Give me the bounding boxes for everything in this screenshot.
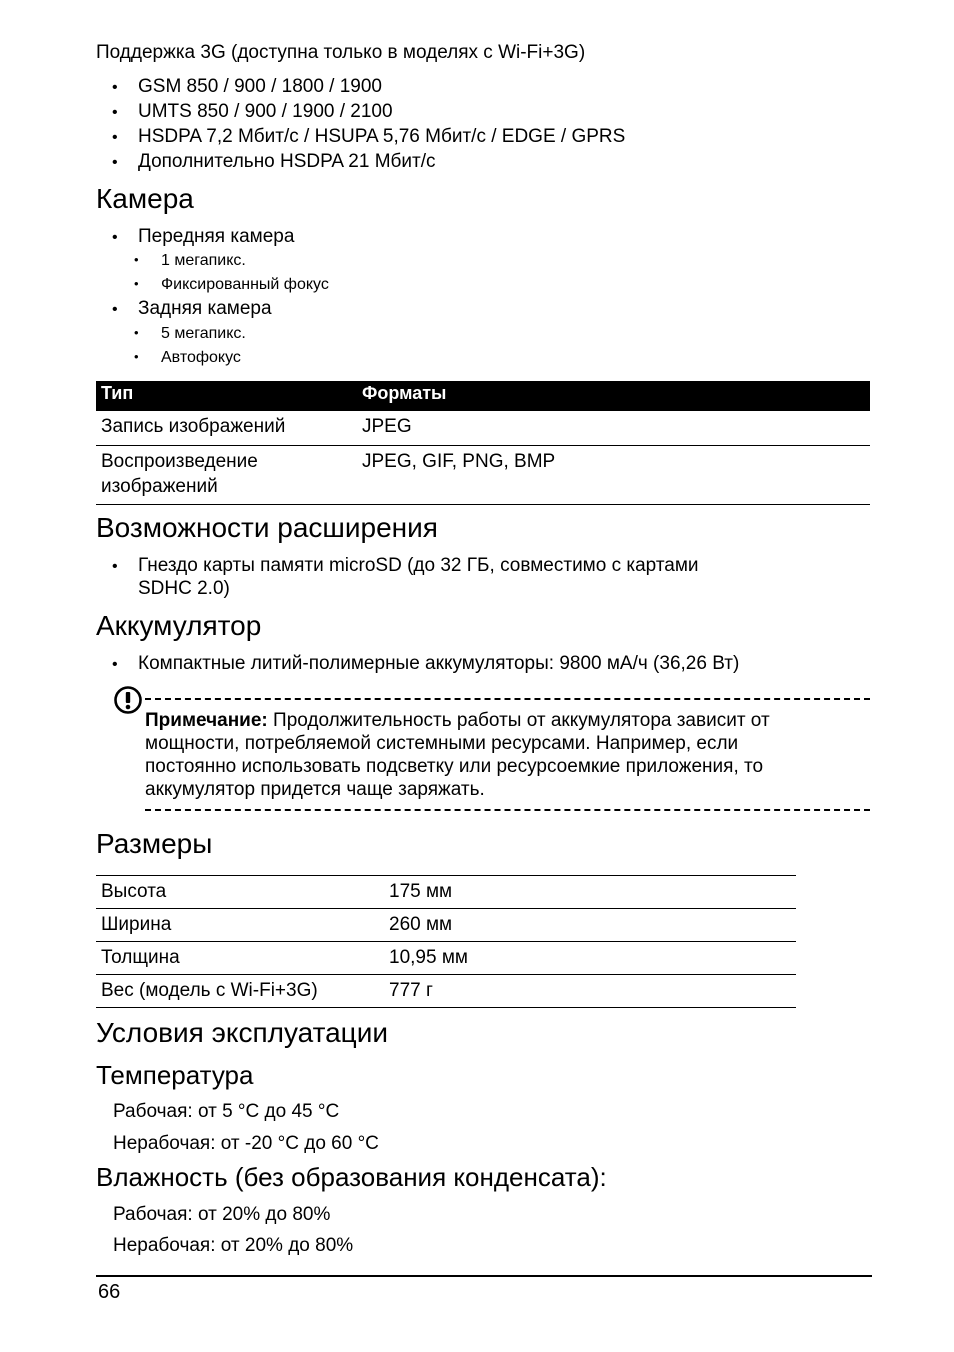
bullet: • <box>112 301 118 318</box>
sub-list-item: Фиксированный фокус <box>161 276 329 293</box>
exclamation-circle-icon <box>113 685 143 715</box>
page-number: 66 <box>98 1281 121 1303</box>
list-item: HSDPA 7,2 Мбит/с / HSUPA 5,76 Мбит/с / EDGE / GPRS <box>138 126 626 147</box>
spec-line: Рабочая: от 20% до 80% <box>113 1204 331 1225</box>
note-top-border <box>145 698 870 700</box>
table-divider <box>96 504 870 505</box>
table-header-cell: Тип <box>101 383 134 403</box>
bullet: • <box>134 252 139 267</box>
table-cell: 175 мм <box>389 881 453 902</box>
table-cell: изображений <box>101 476 218 497</box>
spec-line: Нерабочая: от -20 °C до 60 °C <box>113 1133 379 1154</box>
bullet: • <box>134 349 139 364</box>
table-divider <box>96 941 796 942</box>
table-cell: JPEG <box>362 416 412 437</box>
bullet: • <box>112 104 118 121</box>
list-item: GSM 850 / 900 / 1800 / 1900 <box>138 76 383 97</box>
section-title-camera: Камера <box>96 183 194 214</box>
bullet: • <box>112 558 118 575</box>
footer-rule <box>96 1275 872 1277</box>
table-cell: JPEG, GIF, PNG, BMP <box>362 451 556 472</box>
list-item: Передняя камера <box>138 226 295 247</box>
spec-line: Нерабочая: от 20% до 80% <box>113 1235 354 1256</box>
bullet: • <box>134 325 139 340</box>
table-divider <box>96 1007 796 1008</box>
list-item: Дополнительно HSDPA 21 Мбит/с <box>138 151 436 172</box>
table-cell: Высота <box>101 881 167 902</box>
bullet: • <box>112 79 118 96</box>
list-item-continuation: SDHC 2.0) <box>138 578 230 599</box>
note-line <box>145 710 770 732</box>
subsection-title-temperature: Температура <box>96 1060 254 1090</box>
section-title-operating: Условия эксплуатации <box>96 1017 388 1048</box>
note-line: постоянно использовать подсветку или ресурсоемкие приложения, то <box>145 756 764 777</box>
sub-list-item: 5 мегапикс. <box>161 325 246 342</box>
bullet: • <box>112 129 118 146</box>
table-header <box>96 381 870 411</box>
note-text: Продолжительность работы от аккумулятора зависит от <box>273 710 770 731</box>
table-cell: 777 г <box>389 980 433 1001</box>
table-cell: Воспроизведение <box>101 451 258 472</box>
support-3g-heading: Поддержка 3G (доступна только в моделях с Wi-Fi+3G) <box>96 42 586 63</box>
bullet: • <box>112 656 118 673</box>
bullet: • <box>112 229 118 246</box>
table-cell: Запись изображений <box>101 416 286 437</box>
note-bottom-border <box>145 809 870 811</box>
spec-line: Рабочая: от 5 °C до 45 °C <box>113 1101 340 1122</box>
section-title-expansion: Возможности расширения <box>96 512 438 543</box>
note-line: мощности, потребляемой системными ресурсами. Например, если <box>145 733 739 754</box>
table-divider <box>96 445 870 446</box>
table-cell: Вес (модель с Wi-Fi+3G) <box>101 980 318 1001</box>
subsection-title-humidity: Влажность (без образования конденсата): <box>96 1162 607 1192</box>
section-title-battery: Аккумулятор <box>96 610 262 641</box>
table-divider <box>96 974 796 975</box>
table-divider <box>96 875 796 876</box>
table-divider <box>96 908 796 909</box>
list-item: Задняя камера <box>138 298 272 319</box>
sub-list-item: 1 мегапикс. <box>161 252 246 269</box>
sub-list-item: Автофокус <box>161 349 241 366</box>
list-item: UMTS 850 / 900 / 1900 / 2100 <box>138 101 393 122</box>
note-label: Примечание: <box>145 710 268 731</box>
table-cell: 10,95 мм <box>389 947 468 968</box>
list-item: Компактные литий-полимерные аккумуляторы: 9800 мА/ч (36,26 Вт) <box>138 653 740 674</box>
bullet: • <box>134 276 139 291</box>
table-cell: 260 мм <box>389 914 453 935</box>
section-title-dimensions: Размеры <box>96 828 213 859</box>
note-line: аккумулятор придется чаще заряжать. <box>145 779 485 800</box>
table-header-cell: Форматы <box>362 383 447 403</box>
list-item: Гнездо карты памяти microSD (до 32 ГБ, совместимо с картами <box>138 555 699 576</box>
table-cell: Толщина <box>101 947 180 968</box>
table-cell: Ширина <box>101 914 172 935</box>
bullet: • <box>112 154 118 171</box>
